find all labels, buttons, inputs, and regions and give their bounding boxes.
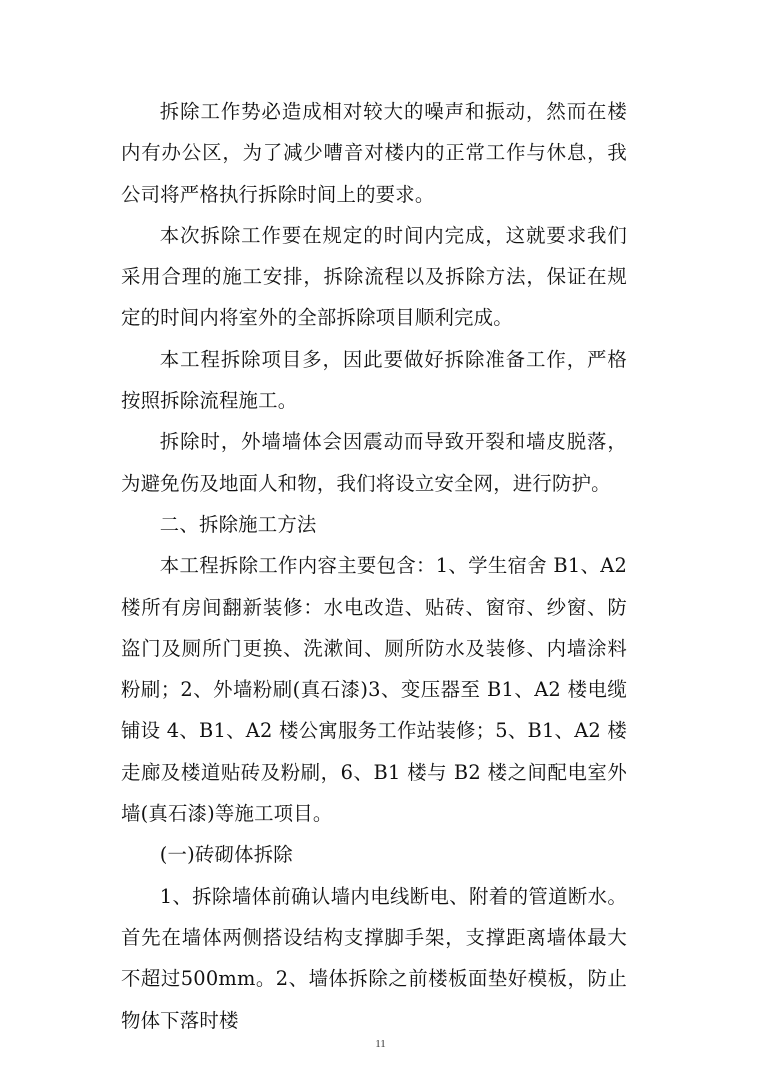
section-heading-demolition-method: 二、拆除施工方法 <box>159 512 317 536</box>
paragraph-preparation: 本工程拆除项目多，因此要做好拆除准备工作，严格按照拆除流程施工。 <box>121 347 627 413</box>
paragraph-scope-of-work: 本工程拆除工作内容主要包含：1、学生宿舍 B1、A2 楼所有房间翻新装修：水电改造、贴砖、窗帘、纱窗、防盗门及厕所门更换、洗漱间、厕所防水及装修、内墙涂料粉刷；2、外墙粉刷(真石漆)3、变压器至 B1、A2 楼电缆铺设 4、B1、A2 楼公寓服务工作站装修；5、B1、A2 楼走廊及楼道贴砖及粉刷，6、B1 楼与 B2 楼之间配电室外墙(真石漆)等施工项目。 <box>121 554 627 826</box>
page-number: 11 <box>375 1038 386 1050</box>
paragraph-schedule: 本次拆除工作要在规定的时间内完成，这就要求我们采用合理的施工安排，拆除流程以及拆除方法，保证在规定的时间内将室外的全部拆除项目顺利完成。 <box>121 223 627 330</box>
document-page <box>121 91 627 1041</box>
paragraph-noise-vibration: 拆除工作势必造成相对较大的噪声和振动，然而在楼内有办公区，为了减少嘈音对楼内的正常工作与休息，我公司将严格执行拆除时间上的要求。 <box>121 100 627 206</box>
paragraph-safety-net: 拆除时，外墙墙体会因震动而导致开裂和墙皮脱落，为避免伤及地面人和物，我们将设立安全网，进行防护。 <box>121 430 627 495</box>
subsection-heading-masonry-demolition: (一)砖砌体拆除 <box>159 843 293 867</box>
paragraph-masonry-steps: 1、拆除墙体前确认墙内电线断电、附着的管道断水。首先在墙体两侧搭设结构支撑脚手架，支撑距离墙体最大不超过500mm。2、墙体拆除之前楼板面垫好模板，防止物体下落时楼 <box>121 884 627 1032</box>
